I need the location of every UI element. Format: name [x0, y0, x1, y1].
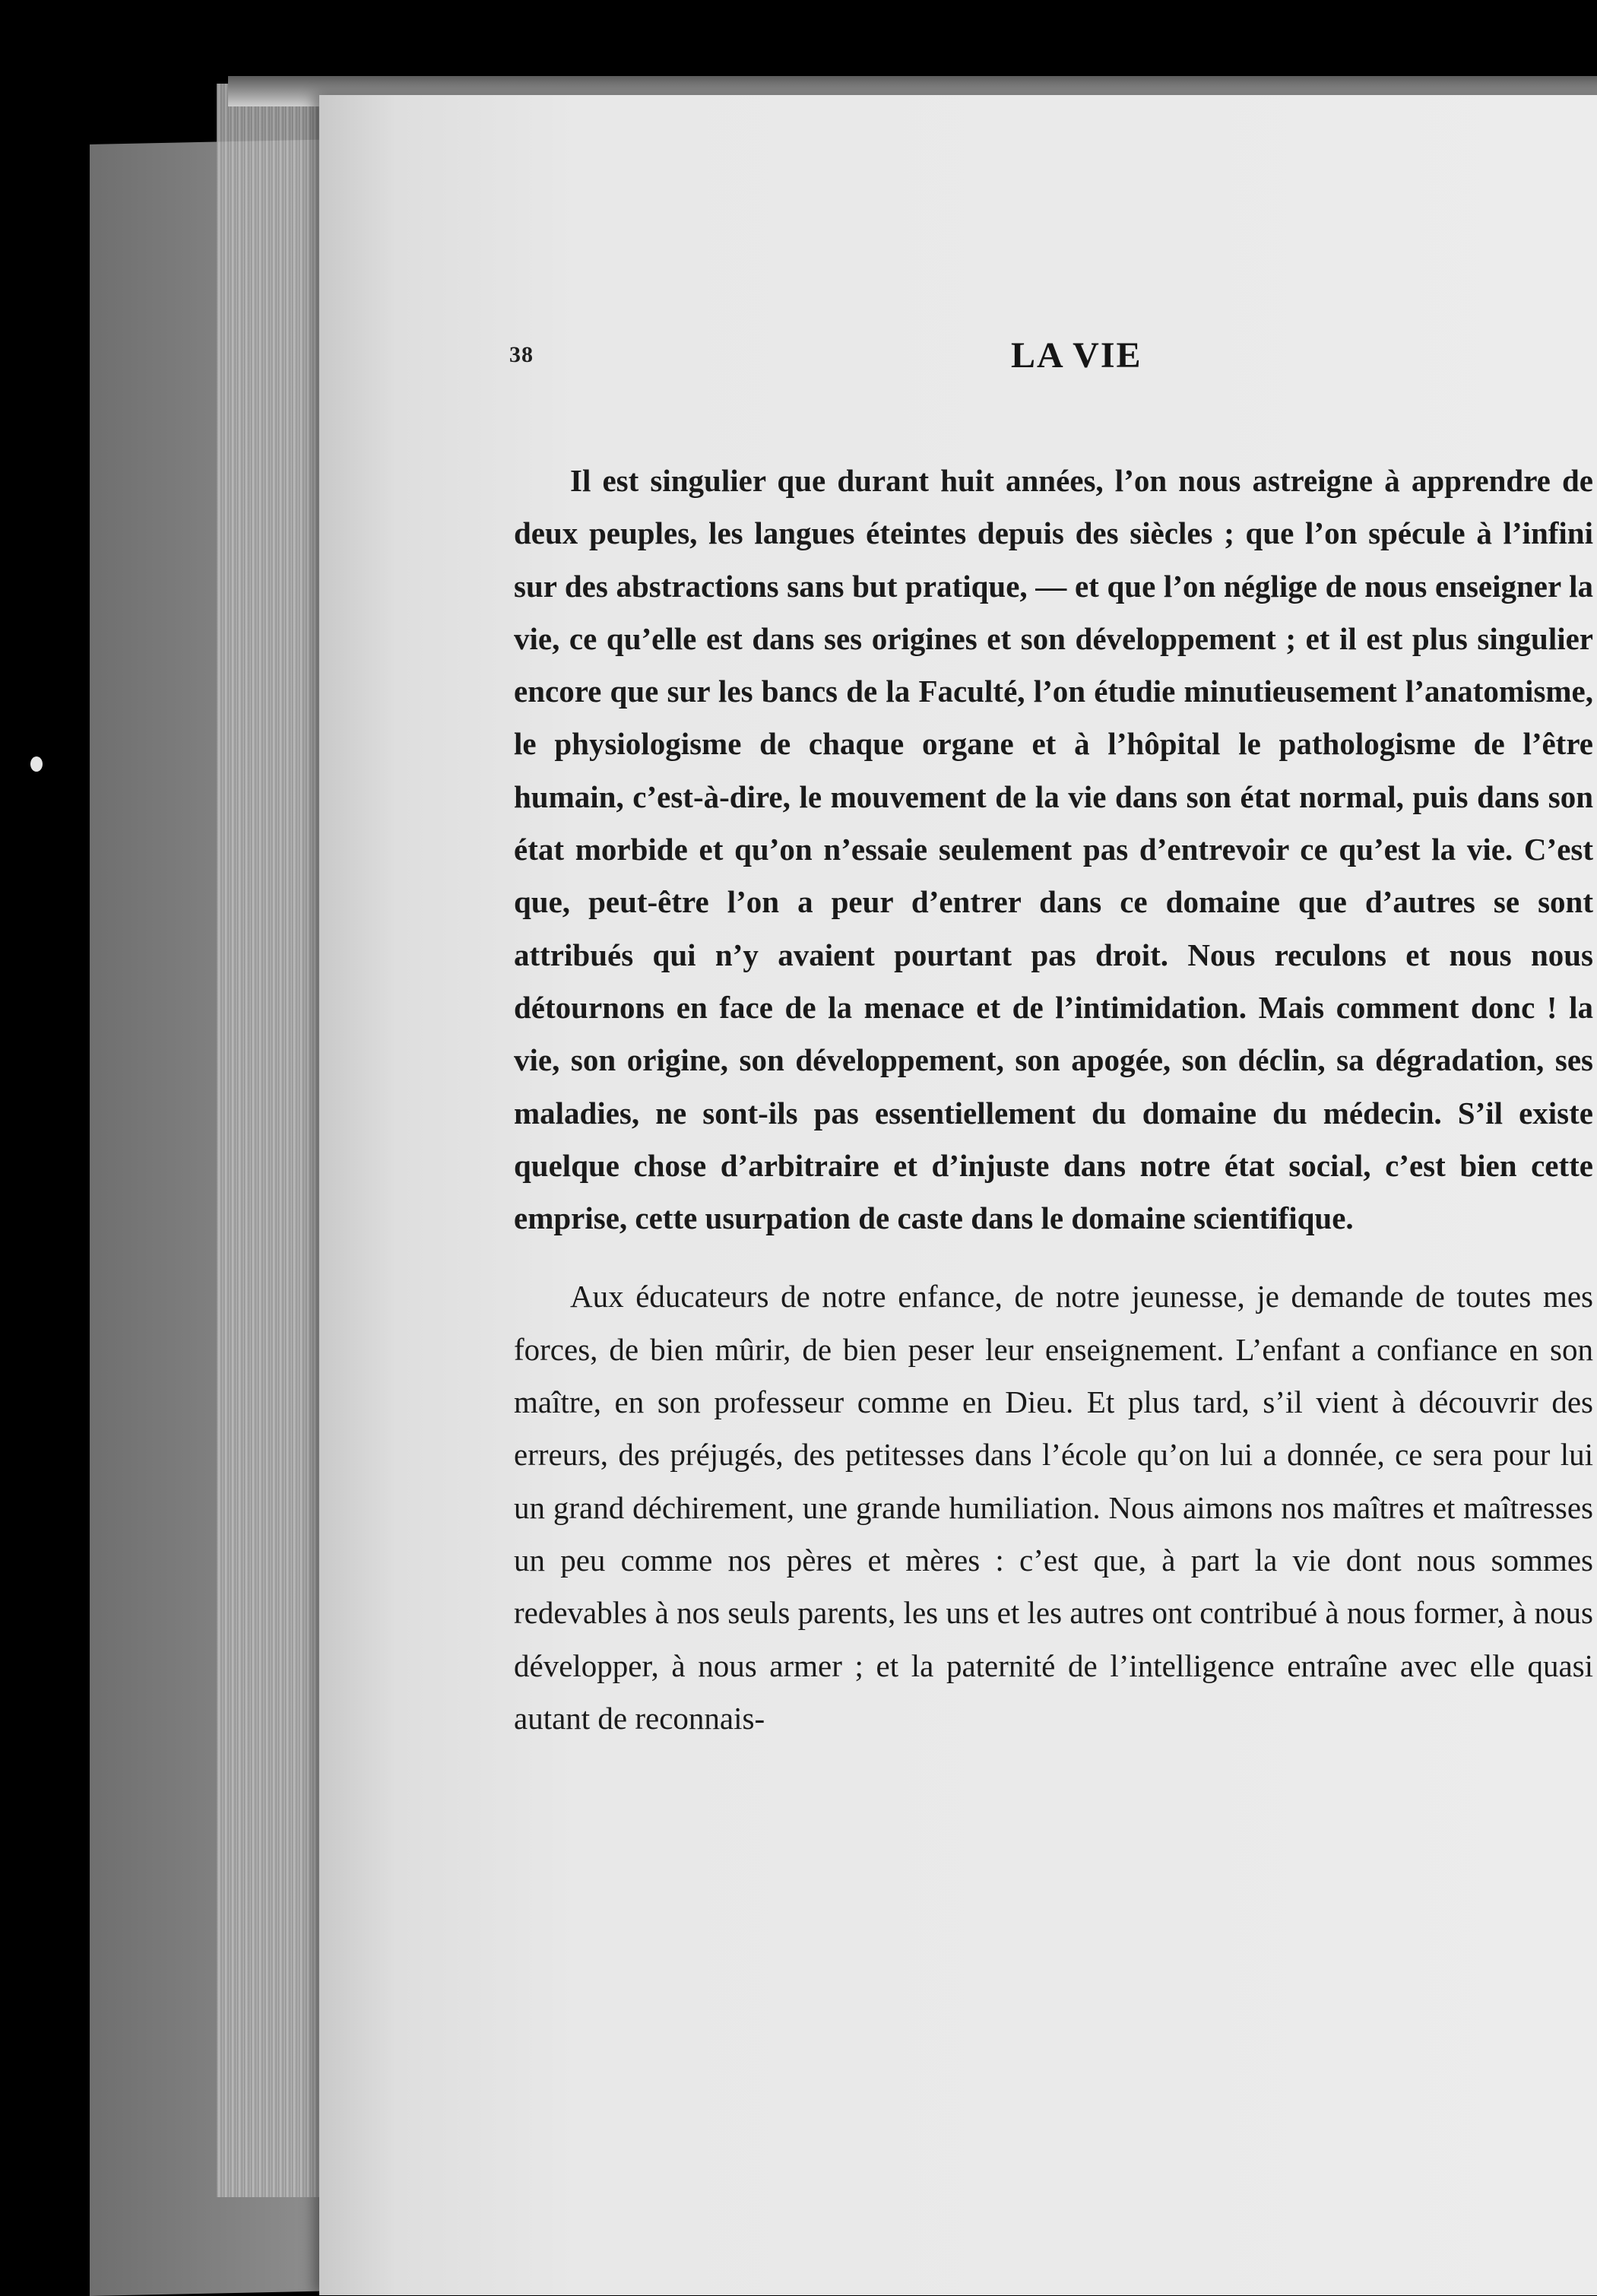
page-number: 38: [509, 342, 534, 367]
paragraph-2: Aux éducateurs de notre enfance, de notre jeunesse, je demande de toutes mes forces, de bien mûrir, de bien peser leur enseignement. L’enfant a confiance en son maître, en son professeur comme en Dieu. Et plus tard, s’il vient à découvrir des erreurs, des préjugés, des petitesses dans l’école qu’on lui a donnée, ce sera pour lui un grand déchirement, une grande humiliation. Nous aimons nos maîtres et maîtresses un peu comme nos pères et mères : c’est que, à part la vie dont nous sommes redevables à nos seuls parents, les uns et les autres ont contribué à nous former, à nous développer, à nous armer ; et la paternité de l’intelligence entraîne avec elle quasi autant de reconnais-: [514, 1279, 1593, 1736]
running-title: LA VIE: [1011, 335, 1142, 376]
running-head: [0, 335, 1597, 380]
page-edges: [217, 84, 331, 2197]
body-text: [514, 455, 1593, 1745]
scan-speck: [30, 756, 43, 772]
paragraph-1: Il est singulier que durant huit années, l’on nous astreigne à apprendre de deux peuples, les langues éteintes depuis des siècles ; que l’on spécule à l’infini sur des abstractions sans but pratique, — et que l’on néglige de nous enseigner la vie, ce qu’elle est dans ses origines et son développement ; et il est plus singulier encore que sur les bancs de la Faculté, l’on étudie minutieusement l’anatomisme, le physiologisme de chaque organe et à l’hôpital le pathologisme de l’être humain, c’est-à-dire, le mouvement de la vie dans son état normal, puis dans son état morbide et qu’on n’essaie seulement pas d’entrevoir ce qu’est la vie. C’est que, peut-être l’on a peur d’entrer dans ce domaine que d’autres se sont attribués qui n’y avaient pourtant pas droit. Nous reculons et nous nous détournons en face de la menace et de l’intimidation. Mais comment donc ! la vie, son origine, son développement, son apogée, son déclin, sa dégradation, ses maladies, ne sont-ils pas essentiellement du domaine du médecin. S’il existe quelque chose d’arbitraire et d’injuste dans notre état social, c’est bien cette emprise, cette usurpation de caste dans le domaine scientifique.: [514, 463, 1593, 1236]
